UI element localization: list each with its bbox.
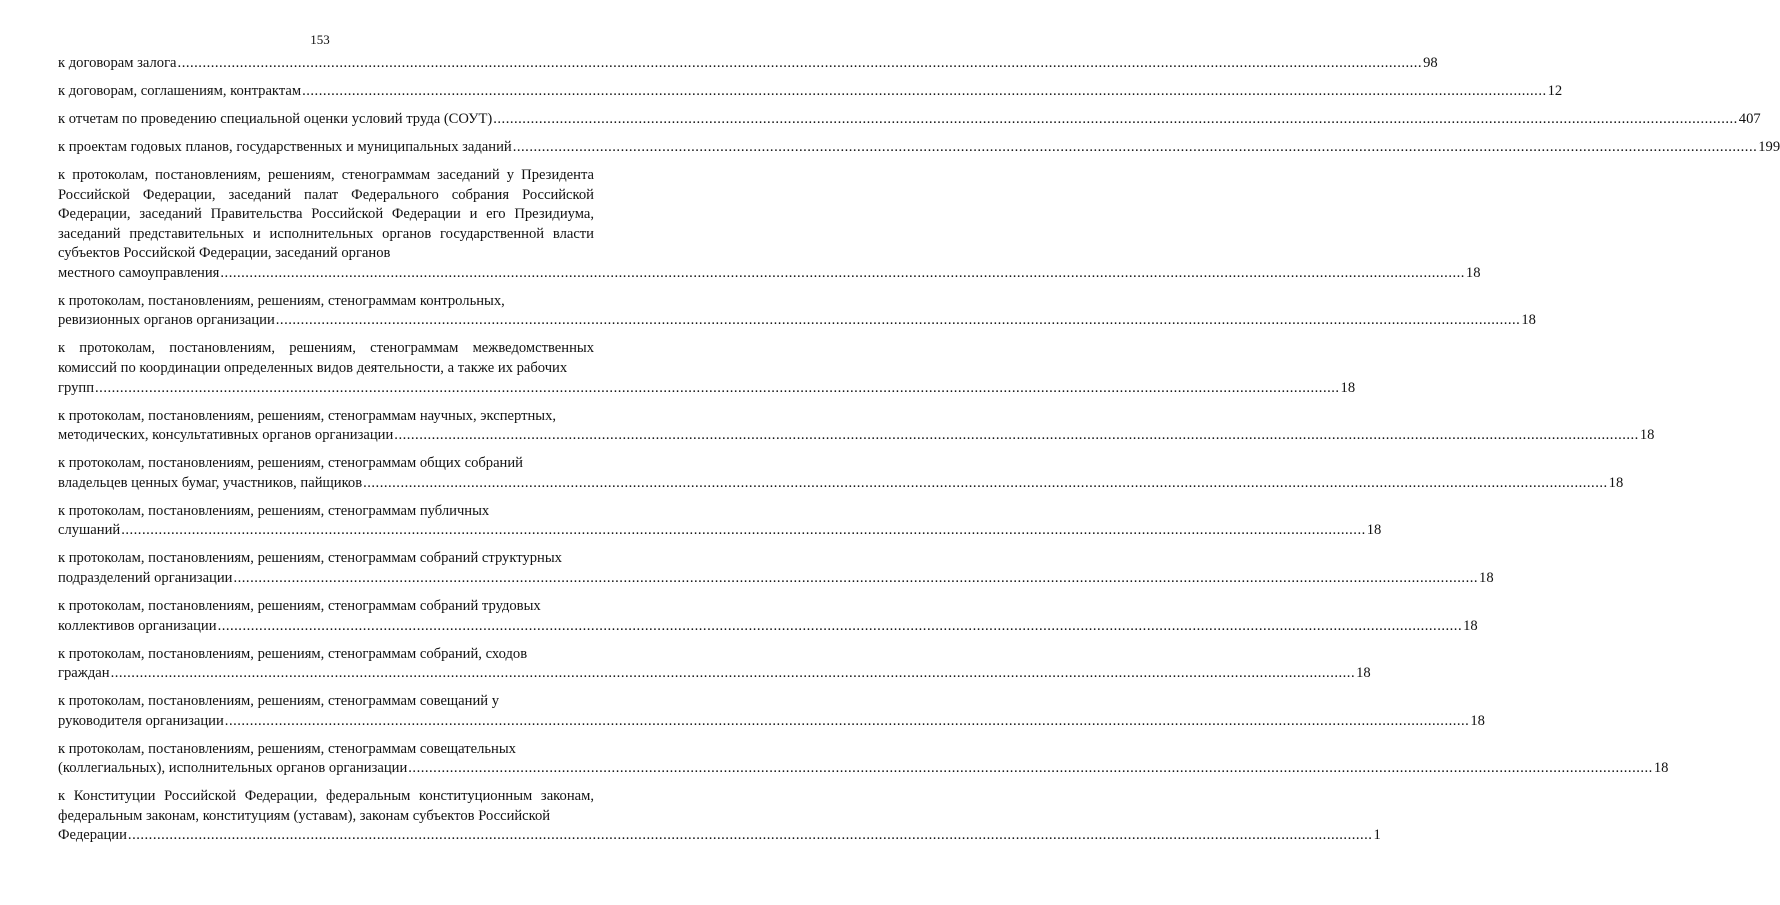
index-entry-last-line: граждан	[58, 665, 110, 682]
index-entry-page: 18	[1366, 522, 1382, 539]
index-entry-line	[58, 426, 1655, 446]
index-entry-page: 12	[1547, 82, 1563, 99]
dot-leader: ............................................................................................................................................................................................................................................................................................................	[408, 760, 1653, 777]
index-entry-page: 18	[1340, 379, 1356, 396]
dot-leader: ............................................................................................................................................................................................................................................................................................................	[110, 665, 1356, 682]
index-entry-line	[58, 474, 1624, 494]
index-entry	[58, 339, 1356, 398]
index-entry-line	[58, 54, 1438, 74]
index-entry-last-line: подразделений организации	[58, 569, 233, 586]
index-entry-page: 98	[1423, 55, 1438, 71]
index-entry-page: 18	[1356, 665, 1371, 682]
index-entry-text: к протоколам, постановлениям, решениям, стенограммам публичных	[58, 502, 490, 519]
index-entry	[58, 454, 1624, 493]
index-entry	[58, 138, 1780, 158]
index-entry	[58, 787, 1381, 846]
index-entry-text: к Конституции Российской Федерации, федеральным конституционным законам, федеральным законам, конституциям (уставам), законам субъектов Российской	[58, 788, 594, 824]
index-entry-page: 18	[1639, 427, 1655, 444]
index-entry	[58, 82, 1563, 102]
index-entry	[58, 407, 1655, 446]
index-entry-page: 199	[1758, 138, 1780, 155]
dot-leader: ............................................................................................................................................................................................................................................................................................................	[217, 617, 1463, 634]
index-entry-page: 18	[1521, 312, 1536, 329]
index-entry-page: 18	[1470, 712, 1485, 729]
index-entry-line	[58, 110, 1761, 130]
index-entry-last-line: к проектам годовых планов, государственных и муниципальных заданий	[58, 138, 512, 155]
index-entry-page: 18	[1653, 760, 1669, 777]
index-entry-line	[58, 569, 1494, 589]
index-entry-text: к протоколам, постановлениям, решениям, стенограммам собраний трудовых	[58, 597, 541, 614]
index-entry	[58, 292, 1536, 331]
index-entry	[58, 645, 1371, 684]
dot-leader: ............................................................................................................................................................................................................................................................................................................	[363, 474, 1608, 491]
index-entry-last-line: к договорам залога	[58, 55, 177, 71]
index-entry-text: к протоколам, постановлениям, решениям, стенограммам собраний, сходов	[58, 645, 528, 662]
index-entry-line	[58, 826, 1381, 846]
index-list	[58, 54, 1780, 854]
dot-leader: ............................................................................................................................................................................................................................................................................................................	[394, 427, 1639, 444]
index-entry-line	[58, 311, 1536, 331]
index-entry-line	[58, 759, 1669, 779]
index-entry-last-line: (коллегиальных), исполнительных органов организации	[58, 760, 408, 777]
index-entry	[58, 166, 1481, 284]
index-entry	[58, 54, 1438, 74]
index-entry-last-line: к договорам, соглашениям, контрактам	[58, 82, 302, 99]
index-entry-line	[58, 521, 1382, 541]
index-entry-last-line: местного самоуправления	[58, 264, 220, 281]
index-entry-last-line: групп	[58, 379, 95, 396]
index-entry-text: к протоколам, постановлениям, решениям, стенограммам совещаний у	[58, 693, 500, 710]
index-entry-line	[58, 712, 1485, 732]
index-entry-page: 18	[1465, 264, 1481, 281]
index-entry	[58, 597, 1478, 636]
index-entry	[58, 549, 1494, 588]
dot-leader: ............................................................................................................................................................................................................................................................................................................	[512, 138, 1758, 155]
index-entry-line	[58, 379, 1356, 399]
dot-leader: ............................................................................................................................................................................................................................................................................................................	[121, 522, 1366, 539]
index-entry-last-line: к отчетам по проведению специальной оценки условий труда (СОУТ)	[58, 110, 493, 127]
dot-leader: ............................................................................................................................................................................................................................................................................................................	[224, 712, 1470, 729]
index-entry-page: 407	[1738, 110, 1761, 127]
index-entry-page: 1	[1373, 827, 1381, 844]
index-entry-text: к протоколам, постановлениям, решениям, стенограммам контрольных,	[58, 292, 505, 309]
dot-leader: ............................................................................................................................................................................................................................................................................................................	[233, 569, 1479, 586]
index-entry-last-line: руководителя организации	[58, 712, 224, 729]
index-entry-last-line: методических, консультативных органов организации	[58, 427, 394, 444]
index-entry-text: к протоколам, постановлениям, решениям, стенограммам заседаний у Президента Российской Федерации, заседаний палат Федерального собрания Российской Федерации, заседаний Правительства Российской Федерации и его Президиума, заседаний представительных и исполнительных органов государственной власти субъектов Российской Федерации, заседаний органов	[58, 166, 594, 262]
index-entry-page: 18	[1463, 617, 1478, 634]
index-entry	[58, 740, 1669, 779]
index-entry	[58, 110, 1761, 130]
index-entry-last-line: владельцев ценных бумаг, участников, пайщиков	[58, 474, 363, 491]
dot-leader: ............................................................................................................................................................................................................................................................................................................	[95, 379, 1340, 396]
dot-leader: ............................................................................................................................................................................................................................................................................................................	[302, 82, 1547, 99]
index-entry-line	[58, 664, 1371, 684]
dot-leader: ............................................................................................................................................................................................................................................................................................................	[493, 110, 1738, 127]
index-entry-text: к протоколам, постановлениям, решениям, стенограммам собраний структурных	[58, 550, 562, 567]
index-entry-line	[58, 82, 1563, 102]
index-entry-text: к протоколам, постановлениям, решениям, стенограммам межведомственных комиссий по координации определенных видов деятельности, а также их рабочих	[58, 340, 594, 377]
dot-leader: ............................................................................................................................................................................................................................................................................................................	[220, 264, 1465, 281]
index-entry-last-line: коллективов организации	[58, 617, 217, 634]
index-entry-last-line: ревизионных органов организации	[58, 312, 275, 329]
index-entry-last-line: Федерации	[58, 827, 127, 844]
index-entry	[58, 502, 1382, 541]
index-entry-text: к протоколам, постановлениям, решениям, стенограммам научных, экспертных,	[58, 407, 557, 424]
index-entry-page: 18	[1479, 569, 1494, 586]
index-entry-page: 18	[1608, 474, 1624, 491]
index-entry-last-line: слушаний	[58, 522, 121, 539]
index-entry-line	[58, 617, 1478, 637]
index-entry-line	[58, 264, 1481, 284]
index-entry-line	[58, 138, 1780, 158]
dot-leader: ............................................................................................................................................................................................................................................................................................................	[177, 55, 1423, 71]
index-entry	[58, 692, 1485, 731]
page-number: 153	[310, 32, 330, 47]
dot-leader: ............................................................................................................................................................................................................................................................................................................	[127, 827, 1373, 844]
dot-leader: ............................................................................................................................................................................................................................................................................................................	[275, 312, 1521, 329]
index-entry-text: к протоколам, постановлениям, решениям, стенограммам общих собраний	[58, 455, 523, 472]
index-entry-text: к протоколам, постановлениям, решениям, стенограммам совещательных	[58, 740, 516, 757]
